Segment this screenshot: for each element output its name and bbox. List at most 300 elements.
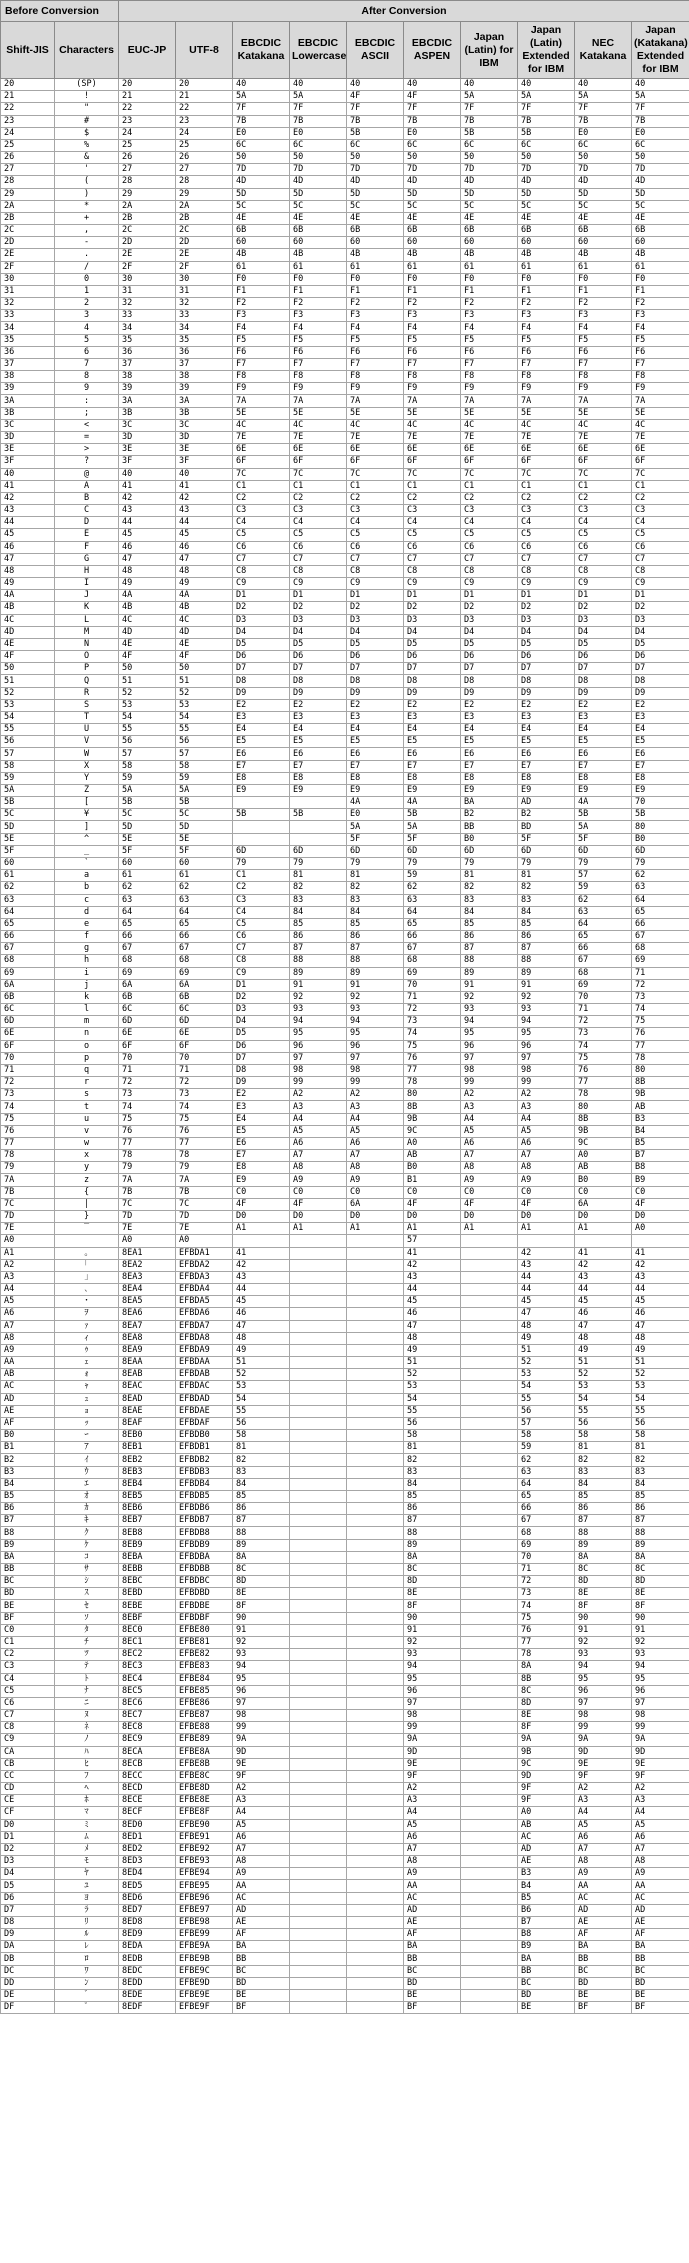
table-cell: EFBE92 — [176, 1843, 233, 1855]
table-cell: 27 — [1, 164, 55, 176]
table-cell: 94 — [290, 1016, 347, 1028]
table-cell: 43 — [119, 505, 176, 517]
table-cell: 74 — [119, 1101, 176, 1113]
table-cell: 5 — [55, 334, 119, 346]
table-cell: F9 — [233, 383, 290, 395]
table-cell: 28 — [119, 176, 176, 188]
table-cell: BD — [518, 821, 575, 833]
table-cell: 7E — [518, 431, 575, 443]
table-cell: AA — [404, 1880, 461, 1892]
table-cell: AD — [518, 1843, 575, 1855]
table-cell: E9 — [632, 784, 689, 796]
table-cell: 61 — [290, 261, 347, 273]
table-cell: 77 — [119, 1137, 176, 1149]
table-cell: 76 — [119, 1125, 176, 1137]
table-cell: 77 — [575, 1077, 632, 1089]
table-cell: 6F — [233, 456, 290, 468]
table-cell — [461, 1856, 518, 1868]
table-cell: c — [55, 894, 119, 906]
table-cell: 72 — [404, 1004, 461, 1016]
table-cell: A7 — [404, 1843, 461, 1855]
table-cell — [461, 1308, 518, 1320]
table-cell: 9D — [575, 1746, 632, 1758]
table-cell: 88 — [575, 1527, 632, 1539]
table-cell: 8A — [518, 1661, 575, 1673]
table-cell: C4 — [290, 517, 347, 529]
table-cell: EFBDB6 — [176, 1503, 233, 1515]
table-cell: C5 — [233, 918, 290, 930]
table-cell: ﾌ — [55, 1770, 119, 1782]
table-row — [1, 1795, 689, 1807]
table-cell: A1 — [518, 1223, 575, 1235]
table-cell: 98 — [518, 1064, 575, 1076]
table-cell: 69 — [1, 967, 55, 979]
column-header-row — [1, 22, 689, 79]
table-cell: AA — [233, 1880, 290, 1892]
table-cell: 84 — [632, 1478, 689, 1490]
table-cell: 63 — [119, 894, 176, 906]
table-cell: C8 — [233, 565, 290, 577]
table-cell: D7 — [518, 663, 575, 675]
table-cell: 6D — [1, 1016, 55, 1028]
table-cell: F8 — [632, 371, 689, 383]
table-cell: BC — [518, 1977, 575, 1989]
table-cell: 7A — [518, 395, 575, 407]
table-cell — [290, 1807, 347, 1819]
table-cell: 80 — [404, 1089, 461, 1101]
table-cell: 76 — [518, 1624, 575, 1636]
table-cell: 5D — [461, 188, 518, 200]
table-cell: 5A — [1, 784, 55, 796]
table-cell: A4 — [233, 1807, 290, 1819]
table-cell: E4 — [290, 724, 347, 736]
table-row — [1, 1831, 689, 1843]
table-cell: 47 — [233, 1320, 290, 1332]
table-row — [1, 626, 689, 638]
table-cell: 50 — [632, 152, 689, 164]
table-cell: 52 — [632, 1369, 689, 1381]
table-cell — [461, 1673, 518, 1685]
table-cell: EFBE80 — [176, 1624, 233, 1636]
table-row — [1, 651, 689, 663]
table-cell: F1 — [347, 285, 404, 297]
table-cell — [290, 1783, 347, 1795]
table-cell — [290, 1929, 347, 1941]
table-cell: 41 — [119, 480, 176, 492]
table-cell: D6 — [233, 1040, 290, 1052]
table-cell: 72 — [176, 1077, 233, 1089]
table-cell: 5D — [632, 188, 689, 200]
table-cell: 46 — [1, 541, 55, 553]
after-conversion-header: After Conversion — [119, 1, 689, 22]
table-cell: A8 — [461, 1162, 518, 1174]
table-cell: 81 — [632, 1442, 689, 1454]
table-cell — [290, 1758, 347, 1770]
table-row — [1, 1259, 689, 1271]
table-row — [1, 1661, 689, 1673]
table-cell: 8EA8 — [119, 1332, 176, 1344]
table-cell: 75 — [575, 1052, 632, 1064]
table-cell: 33 — [1, 310, 55, 322]
table-cell — [347, 1271, 404, 1283]
table-cell: D3 — [575, 614, 632, 626]
table-cell: A9 — [518, 1174, 575, 1186]
table-cell: EFBE98 — [176, 1916, 233, 1928]
table-row — [1, 1637, 689, 1649]
table-cell — [461, 1843, 518, 1855]
table-cell: EFBE85 — [176, 1685, 233, 1697]
table-cell: D5 — [575, 638, 632, 650]
table-cell — [290, 1527, 347, 1539]
table-cell: 68 — [575, 967, 632, 979]
table-cell — [347, 1235, 404, 1247]
table-cell: 38 — [176, 371, 233, 383]
table-cell: Y — [55, 772, 119, 784]
table-cell: 96 — [461, 1040, 518, 1052]
table-cell — [290, 1503, 347, 1515]
table-cell: 91 — [290, 979, 347, 991]
table-cell: 86 — [461, 931, 518, 943]
table-cell: C — [55, 505, 119, 517]
table-cell: 47 — [176, 553, 233, 565]
table-cell — [347, 1734, 404, 1746]
table-cell: D2 — [233, 991, 290, 1003]
table-cell: 46 — [233, 1308, 290, 1320]
table-cell: 45 — [575, 1296, 632, 1308]
table-cell: ｶ — [55, 1503, 119, 1515]
table-cell: 8EDE — [119, 1989, 176, 2001]
table-cell: 6C — [404, 139, 461, 151]
table-cell: 7D — [290, 164, 347, 176]
table-row — [1, 298, 689, 310]
table-cell: 99 — [347, 1077, 404, 1089]
table-cell: 51 — [518, 1344, 575, 1356]
table-cell: 69 — [518, 1539, 575, 1551]
table-cell: E6 — [518, 748, 575, 760]
table-cell: 2E — [119, 249, 176, 261]
table-cell: 92 — [233, 1637, 290, 1649]
col-header-ebcdic-lowercase: EBCDIC Lowercase — [290, 22, 347, 79]
table-cell: 34 — [1, 322, 55, 334]
table-cell — [461, 1916, 518, 1928]
table-row — [1, 687, 689, 699]
table-cell — [290, 1880, 347, 1892]
table-cell: 6D — [176, 1016, 233, 1028]
table-cell: EFBDB3 — [176, 1466, 233, 1478]
table-cell: 84 — [461, 906, 518, 918]
table-cell: 4D — [1, 626, 55, 638]
table-cell: D1 — [1, 1831, 55, 1843]
table-cell: C2 — [290, 492, 347, 504]
table-cell: AC — [575, 1892, 632, 1904]
table-cell: C1 — [632, 480, 689, 492]
table-cell: 4B — [632, 249, 689, 261]
table-cell: 6C — [290, 139, 347, 151]
table-cell: C4 — [347, 517, 404, 529]
table-cell: 71 — [176, 1064, 233, 1076]
table-cell: 36 — [1, 346, 55, 358]
table-cell: 75 — [404, 1040, 461, 1052]
table-body — [1, 79, 689, 2014]
table-cell: 49 — [119, 578, 176, 590]
table-cell: 5A — [575, 821, 632, 833]
table-cell: E2 — [290, 699, 347, 711]
table-cell: 45 — [632, 1296, 689, 1308]
table-cell: 4E — [119, 638, 176, 650]
table-cell: 49 — [575, 1344, 632, 1356]
table-cell: 39 — [119, 383, 176, 395]
table-cell: BA — [233, 1941, 290, 1953]
table-cell — [290, 1697, 347, 1709]
table-cell: E7 — [575, 760, 632, 772]
table-cell: F8 — [461, 371, 518, 383]
table-cell: D4 — [632, 626, 689, 638]
table-row — [1, 736, 689, 748]
table-cell — [347, 1503, 404, 1515]
table-cell: 20 — [176, 79, 233, 91]
table-cell: F6 — [575, 346, 632, 358]
table-cell: E7 — [233, 760, 290, 772]
table-cell: 3C — [1, 419, 55, 431]
table-cell: F3 — [347, 310, 404, 322]
table-cell: F0 — [233, 273, 290, 285]
table-cell: 82 — [347, 882, 404, 894]
table-cell: BA — [632, 1941, 689, 1953]
table-cell: , — [55, 225, 119, 237]
table-cell — [461, 1770, 518, 1782]
table-cell — [290, 1795, 347, 1807]
table-cell: 6F — [119, 1040, 176, 1052]
table-cell: 7B — [1, 1186, 55, 1198]
table-cell: 84 — [347, 906, 404, 918]
table-cell: D2 — [461, 602, 518, 614]
table-cell: E7 — [404, 760, 461, 772]
table-cell: 4F — [404, 1198, 461, 1210]
table-cell: C6 — [632, 541, 689, 553]
table-cell: U — [55, 724, 119, 736]
table-cell: 58 — [233, 1430, 290, 1442]
table-cell: 5C — [575, 200, 632, 212]
table-cell: C4 — [233, 906, 290, 918]
table-cell — [347, 1880, 404, 1892]
table-cell: 92 — [347, 991, 404, 1003]
table-cell — [347, 1430, 404, 1442]
table-cell: E3 — [290, 711, 347, 723]
table-cell: D8 — [575, 675, 632, 687]
table-cell: J — [55, 590, 119, 602]
table-cell: 6C — [233, 139, 290, 151]
table-cell: 53 — [518, 1369, 575, 1381]
table-cell: 47 — [575, 1320, 632, 1332]
table-cell: 5A — [176, 784, 233, 796]
table-cell: F4 — [518, 322, 575, 334]
table-cell: 50 — [290, 152, 347, 164]
table-cell: 5B — [632, 809, 689, 821]
table-cell: 56 — [1, 736, 55, 748]
table-row — [1, 139, 689, 151]
table-cell: 4E — [404, 212, 461, 224]
table-cell: E0 — [632, 127, 689, 139]
table-cell: D7 — [233, 663, 290, 675]
table-cell — [461, 1758, 518, 1770]
table-cell: EFBE91 — [176, 1831, 233, 1843]
table-cell: E3 — [575, 711, 632, 723]
table-cell: 9E — [575, 1758, 632, 1770]
table-cell: 67 — [176, 943, 233, 955]
table-cell: 7A — [1, 1174, 55, 1186]
table-cell: C4 — [1, 1673, 55, 1685]
table-cell: D3 — [347, 614, 404, 626]
table-cell: 4B — [461, 249, 518, 261]
table-cell: EFBE8C — [176, 1770, 233, 1782]
table-cell: 4C — [119, 614, 176, 626]
table-cell: 7A — [176, 1174, 233, 1186]
table-cell: BB — [575, 1953, 632, 1965]
table-cell: C0 — [290, 1186, 347, 1198]
table-cell: C7 — [290, 553, 347, 565]
table-cell: 8EB2 — [119, 1454, 176, 1466]
table-cell: 8EB0 — [119, 1430, 176, 1442]
table-cell: 46 — [176, 541, 233, 553]
table-cell: E4 — [404, 724, 461, 736]
table-cell: 7E — [1, 1223, 55, 1235]
table-cell: 6A — [347, 1198, 404, 1210]
table-cell: D6 — [404, 651, 461, 663]
table-cell: 71 — [575, 1004, 632, 1016]
table-cell: C6 — [404, 541, 461, 553]
table-cell: 29 — [119, 188, 176, 200]
table-cell — [290, 1916, 347, 1928]
table-cell: BB — [233, 1953, 290, 1965]
table-cell: A2 — [347, 1089, 404, 1101]
table-cell: AC — [1, 1381, 55, 1393]
table-cell: C5 — [461, 529, 518, 541]
table-cell — [461, 1235, 518, 1247]
table-cell: w — [55, 1137, 119, 1149]
table-cell: CA — [1, 1746, 55, 1758]
table-cell: 4D — [119, 626, 176, 638]
table-cell: EFBDA4 — [176, 1284, 233, 1296]
table-cell: 96 — [632, 1685, 689, 1697]
table-cell — [347, 1551, 404, 1563]
table-row — [1, 273, 689, 285]
table-cell: AF — [1, 1417, 55, 1429]
table-cell: 99 — [461, 1077, 518, 1089]
table-cell: D1 — [461, 590, 518, 602]
table-cell: B — [55, 492, 119, 504]
table-cell: 24 — [1, 127, 55, 139]
table-cell: r — [55, 1077, 119, 1089]
table-cell: 52 — [1, 687, 55, 699]
table-row — [1, 152, 689, 164]
table-cell: A8 — [347, 1162, 404, 1174]
table-cell: F4 — [575, 322, 632, 334]
table-cell: 41 — [1, 480, 55, 492]
table-cell: 6C — [119, 1004, 176, 1016]
table-cell: 8F — [404, 1600, 461, 1612]
table-cell: 67 — [632, 931, 689, 943]
table-cell: D2 — [518, 602, 575, 614]
table-cell: 2F — [119, 261, 176, 273]
table-cell: A7 — [632, 1843, 689, 1855]
table-cell: 7E — [290, 431, 347, 443]
table-cell: ｱ — [55, 1442, 119, 1454]
table-cell — [290, 1685, 347, 1697]
table-cell: D9 — [233, 687, 290, 699]
table-cell: C0 — [404, 1186, 461, 1198]
table-cell: 92 — [575, 1637, 632, 1649]
table-cell: 40 — [575, 79, 632, 91]
table-cell: 77 — [404, 1064, 461, 1076]
table-cell: 7D — [119, 1210, 176, 1222]
table-row — [1, 1515, 689, 1527]
table-cell: m — [55, 1016, 119, 1028]
table-cell: 46 — [119, 541, 176, 553]
table-cell: 7E — [119, 1223, 176, 1235]
table-cell: 49 — [1, 578, 55, 590]
table-row — [1, 480, 689, 492]
table-cell — [461, 1539, 518, 1551]
table-row — [1, 249, 689, 261]
table-cell: 45 — [404, 1296, 461, 1308]
table-cell — [632, 1235, 689, 1247]
table-row — [1, 1174, 689, 1186]
table-row — [1, 1904, 689, 1916]
table-cell: 45 — [119, 529, 176, 541]
table-cell: C5 — [575, 529, 632, 541]
table-cell: 9D — [632, 1746, 689, 1758]
table-cell: E4 — [347, 724, 404, 736]
table-cell: 2E — [1, 249, 55, 261]
table-cell: 93 — [290, 1004, 347, 1016]
table-cell: 87 — [575, 1515, 632, 1527]
table-cell: 67 — [404, 943, 461, 955]
table-cell: E8 — [233, 772, 290, 784]
table-cell: 54 — [404, 1393, 461, 1405]
table-cell: A4 — [575, 1807, 632, 1819]
table-cell: A6 — [233, 1831, 290, 1843]
table-cell: A3 — [1, 1271, 55, 1283]
table-cell: F6 — [518, 346, 575, 358]
table-cell — [347, 1904, 404, 1916]
table-cell: A2 — [404, 1783, 461, 1795]
table-cell — [461, 1478, 518, 1490]
table-cell: 48 — [119, 565, 176, 577]
table-cell: F3 — [233, 310, 290, 322]
table-cell: 9C — [575, 1137, 632, 1149]
table-cell: ﾓ — [55, 1856, 119, 1868]
table-cell: AB — [575, 1162, 632, 1174]
table-cell: C6 — [347, 541, 404, 553]
table-cell: D9 — [404, 687, 461, 699]
table-cell: 7C — [119, 1198, 176, 1210]
table-cell: E4 — [518, 724, 575, 736]
table-cell: 79 — [233, 858, 290, 870]
table-cell: C2 — [518, 492, 575, 504]
table-cell: ! — [55, 91, 119, 103]
table-cell: C6 — [1, 1697, 55, 1709]
table-cell: 68 — [176, 955, 233, 967]
table-cell: T — [55, 711, 119, 723]
table-cell: F7 — [461, 358, 518, 370]
table-cell: 4A — [1, 590, 55, 602]
table-row — [1, 237, 689, 249]
table-cell: 7F — [575, 103, 632, 115]
table-row — [1, 1624, 689, 1636]
table-cell: E0 — [290, 127, 347, 139]
table-cell: E6 — [461, 748, 518, 760]
table-cell: F9 — [290, 383, 347, 395]
